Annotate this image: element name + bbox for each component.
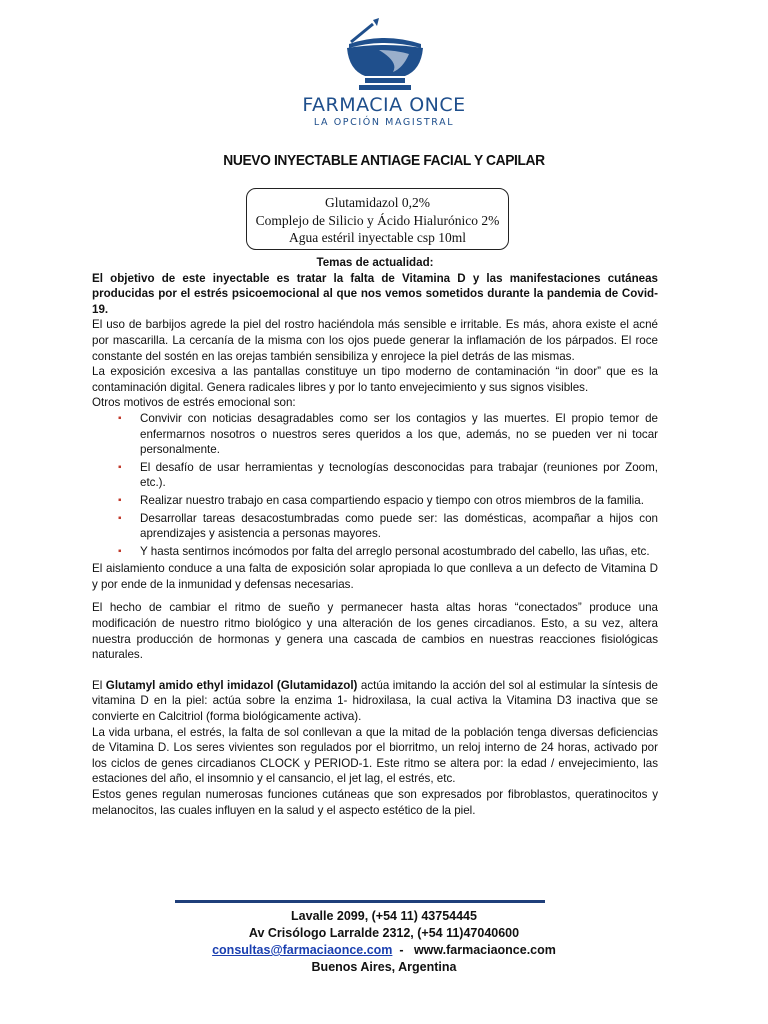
email-link[interactable]: consultas@farmaciaonce.com: [212, 943, 393, 957]
brand-tagline: LA OPCIÓN MAGISTRAL: [313, 117, 455, 128]
footer-address-2: Av Crisólogo Larralde 2312, (+54 11)47040600: [248, 926, 520, 940]
bullet-icon: ▪: [118, 512, 122, 524]
document-title: NUEVO INYECTABLE ANTIAGE FACIAL Y CAPILAR: [223, 152, 545, 169]
bullet-icon: ▪: [118, 412, 122, 424]
footer-address-1: Lavalle 2099, (+54 11) 43754445: [291, 909, 477, 923]
document-body: [92, 255, 658, 818]
stress-causes-list: [92, 411, 658, 559]
intro-paragraph: El objetivo de este inyectable es tratar la falta de Vitamina D y las manifestaciones cutáneas producidas por el estrés psicoemocional al que nos vemos sometidos durante la pandemia de Covid-19.: [92, 271, 658, 316]
footer-divider: [175, 900, 545, 903]
formula-box: [246, 188, 509, 250]
paragraph-otros-motivos: Otros motivos de estrés emocional son:: [92, 396, 296, 410]
list-item: ▪ Y hasta sentirnos incómodos por falta del arreglo personal acostumbrado del cabello, las uñas, etc.: [118, 544, 650, 558]
website-link[interactable]: www.farmaciaonce.com: [413, 943, 556, 957]
mortar-and-pestle-icon: [329, 14, 439, 92]
footer-contact: [0, 908, 768, 976]
footer-links: consultas@farmaciaonce.com - www.farmaciaonce.com: [212, 943, 556, 957]
brand-name: FARMACIA ONCE: [302, 94, 466, 116]
paragraph-vida-urbana: La vida urbana, el estrés, la falta de sol conllevan a que la mitad de la población tenga diversas deficiencias de Vitamina D. Los seres vivientes son regulados por el biorritmo, un reloj interno de 24 horas, activado por los ciclos de genes circadianos CLOCK y PERIOD-1. Este ritmo se altera por: la edad / envejecimiento, las estaciones del año, el insomnio y el cansancio, el jet lag, el estrés, etc.: [92, 725, 658, 786]
formula-line-1: Glutamidazol 0,2%: [325, 195, 430, 210]
formula-line-2: Complejo de Silicio y Ácido Hialurónico 2%: [255, 212, 500, 228]
section-heading: Temas de actualidad:: [316, 256, 434, 269]
formula-line-3: Agua estéril inyectable csp 10ml: [289, 230, 466, 245]
paragraph-barbijos: El uso de barbijos agrede la piel del rostro haciéndola más sensible e irritable. Es más, ahora existe el acné por mascarilla. La cercanía de la misma con los ojos puede generar la inflamación de los párpados. El roce constante del sostén en las orejas también sensibiliza y enrojece la piel detrás de las mismas.: [92, 318, 658, 363]
list-item: ▪ Realizar nuestro trabajo en casa compartiendo espacio y tiempo con otros miembros de la familia.: [118, 493, 644, 507]
brand-logo: [0, 14, 768, 128]
paragraph-glutamidazol: El Glutamyl amido ethyl imidazol (Glutamidazol) actúa imitando la acción del sol al estimular la síntesis de vitamina D en la piel: actúa sobre la enzima 1- hidroxilasa, la cual activa la Vitamina D3 inactiva que se convierte en Calcitriol (forma biológicamente activa).: [92, 678, 658, 724]
paragraph-genes: Estos genes regulan numerosas funciones cutáneas que son expresados por fibroblastos, queratinocitos y melanocitos, las cuales influyen en la salud y el aspecto estético de la piel.: [92, 788, 658, 817]
paragraph-pantallas: La exposición excesiva a las pantallas constituye un tipo moderno de contaminación “in door” que es la contaminación digital. Genera radicales libres y por lo tanto envejecimiento y sus signos visibles.: [92, 365, 658, 394]
bullet-icon: ▪: [118, 545, 122, 557]
list-item: ▪ Desarrollar tareas desacostumbradas como puede ser: las domésticas, acompañar a hijos con aprendizajes y asistencia a personas mayores.: [118, 511, 658, 541]
list-item: ▪ El desafío de usar herramientas y tecnologías desconocidas para trabajar (reuniones por Zoom, etc.).: [118, 460, 658, 490]
bullet-icon: ▪: [118, 494, 122, 506]
bullet-icon: ▪: [118, 461, 122, 473]
glutamidazol-name: Glutamyl amido ethyl imidazol (Glutamidazol): [105, 678, 358, 692]
footer-city: Buenos Aires, Argentina: [311, 960, 457, 974]
paragraph-aislamiento: El aislamiento conduce a una falta de exposición solar apropiada lo que conlleva a un defecto de Vitamina D y por ende de la inmunidad y defensas necesarias.: [92, 562, 658, 591]
list-item: ▪ Convivir con noticias desagradables como ser los contagios y las muertes. El propio temor de enfermarnos nosotros o nuestros seres queridos a los que, además, no se pueden ver ni tocar personalmente.: [118, 411, 658, 457]
paragraph-ritmo-sueno: El hecho de cambiar el ritmo de sueño y permanecer hasta altas horas “conectados” produce una modificación de nuestro ritmo biológico y una alteración de los genes circadianos. Esto, a su vez, altera nuestra producción de hormonas y genera una cascada de cambios en nuestras reacciones fisiológicas naturales.: [92, 601, 658, 662]
